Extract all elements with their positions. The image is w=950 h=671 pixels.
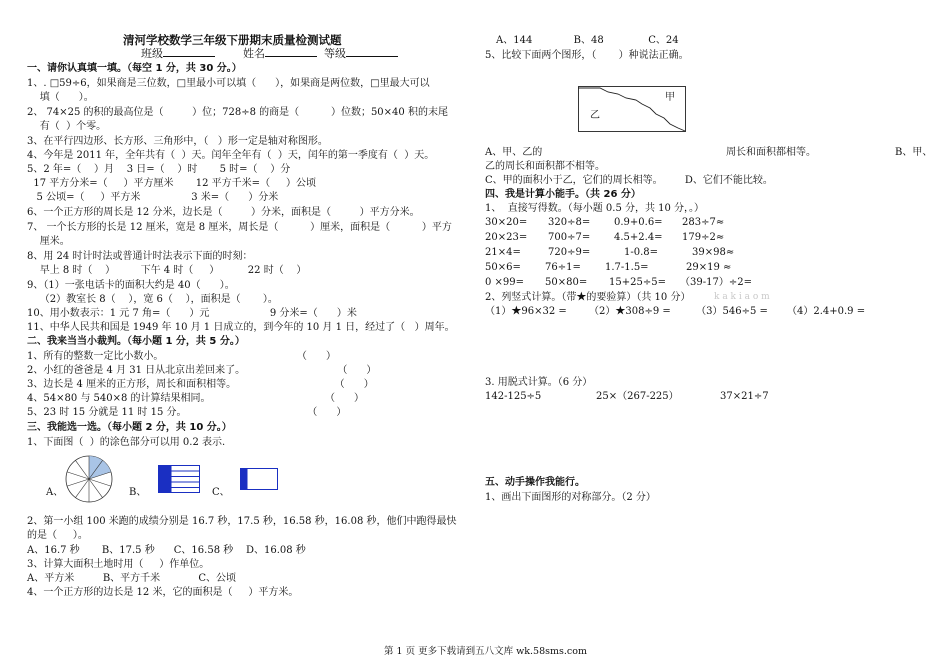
question-line: 3、在平行四边形、长方形、三角形中，（ ）形一定是轴对称图形。 [27,136,328,147]
section-2-heading: 二、我来当当小裁判。（每小题 1 分，共 5 分。） [27,336,245,347]
page-title: 清河学校数学三年级下册期末质量检测试题 [123,33,342,47]
question-line: 8、用 24 时计时法或普通计时法表示下面的时刻： [27,251,253,262]
question-line: 3. 用脱式计算。（6 分） [485,377,593,388]
question-line: 5、2 年=（ ）月 3 日=（ ）时 5 时=（ ）分 [27,164,291,175]
calc-item: 21×4= [485,247,521,258]
question-line: 1、下面图（ ）的涂色部分可以用 0.2 表示. [27,437,226,448]
question-line: 2、 74×25 的积的最高位是（ ）位；728÷8 的商是（ ）位数；50×40 积的末尾 [27,107,448,118]
option-c-label: C、 [212,487,230,498]
section-1-heading: 一、请你认真填一填。（每空 1 分，共 30 分。） [27,63,242,74]
calc-item: 39×98≈ [692,247,735,258]
choice-line: A、平方米 B、平方千米 C、公顷 [27,573,236,584]
option-a-label: A、 [46,487,64,498]
name-blank[interactable] [265,47,317,57]
name-label: 姓名 [242,47,265,60]
class-label: 班级 [141,47,163,60]
choice-line: A、144 B、48 C、24 [496,35,679,46]
choice-line: A、甲、乙的 [485,147,543,158]
calc-item: 1.7-1.5= [605,262,649,273]
grade-blank[interactable] [346,47,398,57]
calc-item: 76÷1= [545,262,581,273]
option-b-label: B、 [129,487,147,498]
watermark-text: k a k i a o m [714,292,770,302]
calc-item: 30×20= [485,217,528,228]
choice-line: C、甲的面积小于乙，它们的周长相等。 D、它们不能比较。 [485,175,773,186]
question-line: 4、今年是 2011 年，全年共有（ ）天。闰年全年有（ ）天，闰年的第一季度有（ ）天。 [27,150,435,161]
calc-item: 50×80= [545,277,588,288]
detailed-calc-item: 142-125÷5 [485,391,542,402]
section-4-heading: 四、我是计算小能手。（共 26 分） [485,189,641,200]
judge-line: 2、小红的爸爸是 4 月 31 日从北京出差回来了。 （ ） [27,365,377,376]
calc-item: 1-0.8= [624,247,659,258]
judge-line: 4、54×80 与 540×8 的计算结果相同。 （ ） [27,393,365,404]
student-info-header [141,47,398,60]
choice-line: 周长和面积都相等。 [726,147,816,158]
section-5-heading: 五、动手操作我能行。 [485,477,585,488]
shape-label-jia: 甲 [665,92,675,103]
judge-line: 1、所有的整数一定比小数小。 （ ） [27,351,336,362]
question-line: 10、用小数表示：1 元 7 角=（ ）元 9 分米=（ ）米 [27,308,357,319]
judge-line: 5、23 时 15 分就是 11 时 15 分。 （ ） [27,407,347,418]
calc-item: 179÷2≈ [682,232,725,243]
calc-item: 320÷8= [548,217,591,228]
detailed-calc-item: 37×21÷7 [720,391,769,402]
calc-item: 0 ×99= [485,277,525,288]
vertical-calc-line: （1）★96×32 = （2）★308÷9 = （3）546÷5 = （4）2.4+0.9 = [485,306,866,317]
calc-item: 4.5+2.4= [614,232,663,243]
question-line: 的是（ ）。 [27,530,88,541]
calc-item: 29×19 ≈ [686,262,732,273]
calc-item: 0.9+0.6= [614,217,663,228]
calc-item: 20×23= [485,232,528,243]
question-line: （2）教室长 8（ ），宽 6（ ），面积是（ ）。 [27,294,278,305]
question-line: 3、计算大面积土地时用（ ）作单位。 [27,559,210,570]
detailed-calc-item: 25×（267-225） [596,391,679,402]
question-line: 2、第一小组 100 米跑的成绩分别是 16.7 秒，17.5 秒，16.58 秒，16.08 秒，他们中跑得最快 [27,516,457,527]
question-line: 1、. □59÷6，如果商是三位数，□里最小可以填（ ），如果商是两位数，□里最大可以 [27,78,430,89]
question-line: 早上 8 时（ ） 下午 4 时（ ） 22 时（ ） [27,265,307,276]
calc-item: 283÷7≈ [682,217,725,228]
choice-line: 乙的周长和面积都不相等。 [485,161,605,172]
section-3-heading: 三、我能选一选。（每小题 2 分，共 10 分。） [27,422,232,433]
choice-line: B、甲、 [895,147,933,158]
question-line: 11、中华人民共和国是 1949 年 10 月 1 日成立的，到今年的 10 月 1 日，经过了（ ）周年。 [27,322,455,333]
question-line: 厘米。 [27,236,70,247]
bar-figure-b [158,465,200,493]
question-line: 7、 一个长方形的长是 12 厘米，宽是 8 厘米，周长是（ ）厘米，面积是（ ）平方 [27,222,452,233]
question-line: 1、 直接写得数。（每小题 0.5 分，共 10 分，。） [485,203,705,214]
calc-item: 50×6= [485,262,521,273]
pie-figure-a [64,454,114,504]
question-line: 2、列竖式计算。（带★的要验算）（共 10 分） [485,292,691,303]
calc-item: 720÷9= [548,247,591,258]
question-line: 填（ ）。 [27,92,94,103]
calc-item: 700÷7= [548,232,591,243]
question-line: 5 公顷=（ ）平方米 3 米=（ ）分米 [27,192,279,203]
question-line: 有（ ）个零。 [27,121,107,132]
grade-label: 等级 [323,47,346,60]
question-line: 17 平方分米=（ ）平方厘米 12 平方千米=（ ）公顷 [27,178,316,189]
question-line: 6、一个正方形的周长是 12 分米，边长是（ ）分米，面积是（ ）平方分米。 [27,207,420,218]
question-line: 4、一个正方形的边长是 12 米，它的面积是（ ）平方米。 [27,587,299,598]
shape-label-yi: 乙 [590,110,600,121]
class-blank[interactable] [163,47,215,57]
question-line: 1、画出下面图形的对称部分。（2 分） [485,492,656,503]
calc-item: （39-17）÷2= [680,277,752,288]
choice-line: A、16.7 秒 B、17.5 秒 C、16.58 秒 D、16.08 秒 [27,545,306,556]
page-footer: 第 1 页 更多下载请到五八文库 wk.58sms.com [384,646,587,657]
question-line: 5、比较下面两个图形，（ ）种说法正确。 [485,50,689,61]
judge-line: 3、边长是 4 厘米的正方形，周长和面积相等。 （ ） [27,379,374,390]
calc-item: 15+25÷5= [609,277,666,288]
rect-figure-c [240,468,278,490]
question-line: 9、（1）一张电话卡的面积大约是 40（ ）。 [27,280,235,291]
